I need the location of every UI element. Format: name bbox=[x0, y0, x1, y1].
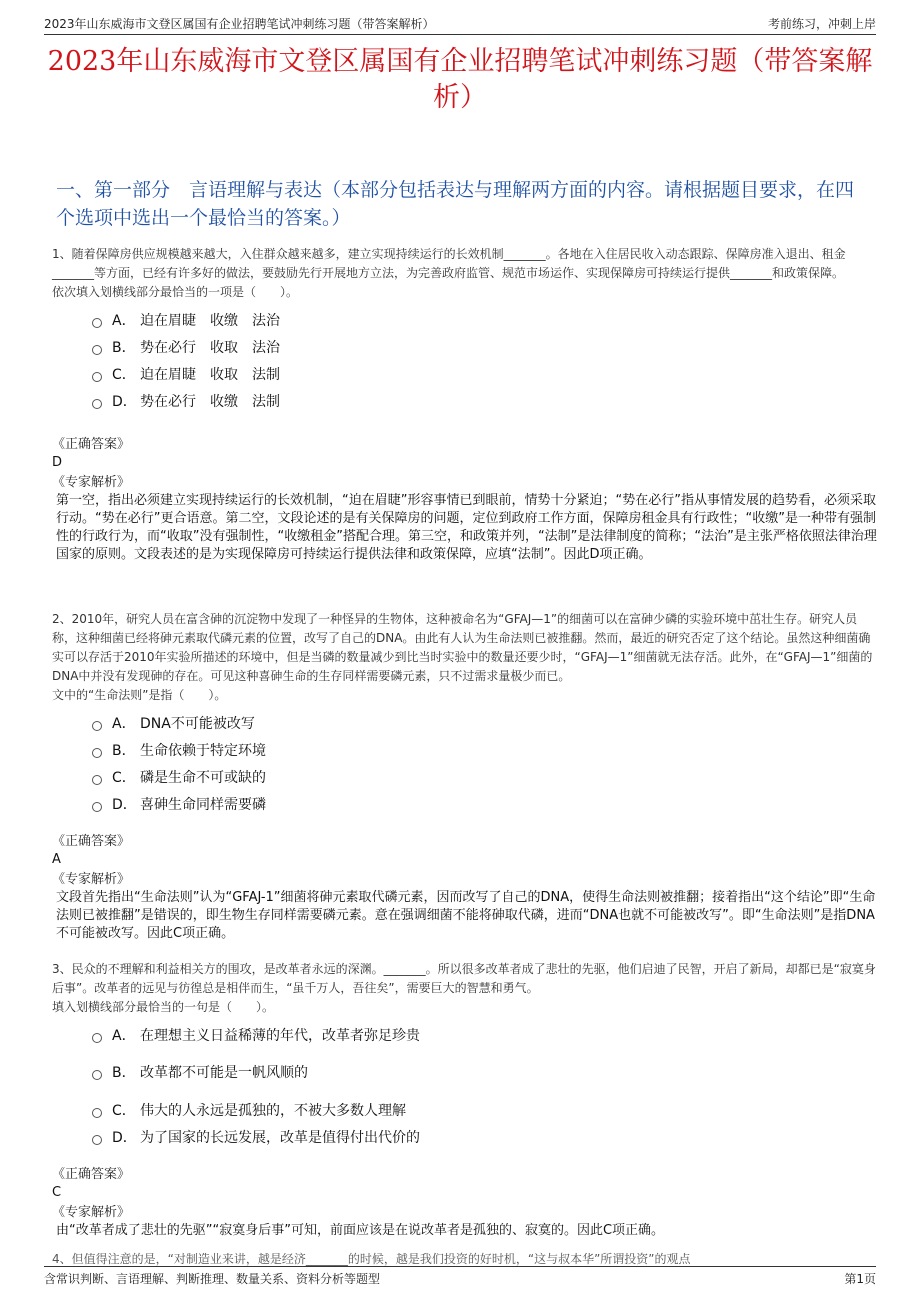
explanation-label: 《专家解析》 bbox=[52, 872, 131, 887]
question-text: 2、2010年，研究人员在富含砷的沉淀物中发现了一种怪异的生物体，这种被命名为“GFAJ—1”的细菌可以在富砷少磷的实验环境中茁壮生存。研究人员称，这种细菌已经将砷元素取代磷元素的位置，改写了自己的DNA。由此有人认为生命法则已被推翻。然而，最近的研究否定了这个结论。虽然这种细菌确实可以存活于2010年实验所描述的环境中，但是当磷的数量减少到比当时实验中的数量还要少时，“GFAJ—1”细菌就无法存活。此外，在“GFAJ—1”细菌的DNA中并没有发现砷的存在。可见这种喜砷生命的生存同样需要磷元素，只不过需求量极少而已。 bbox=[52, 612, 873, 683]
option-b[interactable]: B． 改革都不可能是一帆风顺的 bbox=[92, 1048, 880, 1096]
page-number: 第1页 bbox=[844, 1271, 876, 1286]
question-prompt: 依次填入划横线部分最恰当的一项是（ ）。 bbox=[52, 285, 299, 299]
option-b[interactable]: B． 生命依赖于特定环境 bbox=[92, 736, 880, 763]
radio-icon[interactable] bbox=[92, 318, 102, 328]
page-footer bbox=[44, 1266, 876, 1289]
question-1 bbox=[52, 245, 880, 564]
option-c[interactable]: C． 伟大的人永远是孤独的，不被大多数人理解 bbox=[92, 1096, 880, 1123]
radio-icon[interactable] bbox=[92, 372, 102, 382]
question-text: 3、民众的不理解和利益相关方的围攻，是改革者永远的深渊。_______。所以很多改革者成了悲壮的先驱，他们启迪了民智，开启了新局，却都已是“寂寞身后事”。改革者的远见与彷徨总是相伴而生，“虽千万人，吾往矣”，需要巨大的智慧和勇气。 bbox=[52, 962, 876, 995]
radio-icon[interactable] bbox=[92, 1135, 102, 1145]
answer-value: C bbox=[52, 1185, 62, 1200]
question-2 bbox=[52, 610, 880, 943]
option-d[interactable]: D． 势在必行 收缴 法制 bbox=[92, 387, 880, 414]
question-text: 1、随着保障房供应规模越来越大，入住群众越来越多，建立实现持续运行的长效机制_______。各地在入住居民收入动态跟踪、保障房准入退出、租金_______等方面，已经有许多好的做法，要鼓励先行开展地方立法，为完善政府监管、规范市场运作、实现保障房可持续运行提供_______和政策保障。 bbox=[52, 247, 846, 280]
radio-icon[interactable] bbox=[92, 775, 102, 785]
option-c[interactable]: C． 磷是生命不可或缺的 bbox=[92, 763, 880, 790]
option-d[interactable]: D． 为了国家的长远发展，改革是值得付出代价的 bbox=[92, 1123, 880, 1150]
radio-icon[interactable] bbox=[92, 721, 102, 731]
question-prompt: 填入划横线部分最恰当的一句是（ ）。 bbox=[52, 1000, 275, 1014]
option-a[interactable]: A． 迫在眉睫 收缴 法治 bbox=[92, 306, 880, 333]
answer-value: D bbox=[52, 455, 63, 470]
truncated-question-4: 4、但值得注意的是，“对制造业来讲，越是经济_______的时候，越是我们投资的好时机，“这与叔本华”所谓投资”的观点 bbox=[52, 1252, 691, 1266]
answer-value: A bbox=[52, 852, 61, 867]
option-d[interactable]: D． 喜砷生命同样需要磷 bbox=[92, 790, 880, 817]
radio-icon[interactable] bbox=[92, 748, 102, 758]
radio-icon[interactable] bbox=[92, 1033, 102, 1043]
answer-label: 《正确答案》 bbox=[52, 437, 131, 452]
explanation-label: 《专家解析》 bbox=[52, 475, 131, 490]
option-a[interactable]: A． DNA不可能被改写 bbox=[92, 709, 880, 736]
explanation-text: 文段首先指出“生命法则”认为“GFAJ-1”细菌将砷元素取代磷元素，因而改写了自己的DNA，使得生命法则被推翻；接着指出“这个结论”即“生命法则已被推翻”是错误的，即生物生存同样需要磷元素。意在强调细菌不能将砷取代磷，进而“DNA也就不可能被改写”。即“生命法则”是指DNA不可能被改写。因此C项正确。 bbox=[56, 890, 876, 941]
option-list bbox=[92, 709, 880, 817]
page-header bbox=[44, 12, 876, 35]
explanation-text: 由“改革者成了悲壮的先驱”“寂寞身后事”可知，前面应该是在说改革者是孤独的、寂寞的。因此C项正确。 bbox=[56, 1223, 665, 1238]
radio-icon[interactable] bbox=[92, 345, 102, 355]
radio-icon[interactable] bbox=[92, 399, 102, 409]
option-b[interactable]: B． 势在必行 收取 法治 bbox=[92, 333, 880, 360]
radio-icon[interactable] bbox=[92, 1108, 102, 1118]
header-slogan: 考前练习，冲刺上岸 bbox=[767, 16, 876, 31]
question-prompt: 文中的“生命法则”是指（ ）。 bbox=[52, 688, 227, 702]
option-list bbox=[92, 306, 880, 414]
explanation-text: 第一空，指出必须建立实现持续运行的长效机制，“迫在眉睫”形容事情已到眼前，情势十分紧迫；“势在必行”指从事情发展的趋势看，必须采取行动。“势在必行”更合语意。第二空，文段论述的是有关保障房的问题，定位到政府工作方面，保障房租金具有行政性；“收缴”是一种带有强制性的行政行为，而“收取”没有强制性，“收缴租金”搭配合理。第三空，和政策并列，“法制”是法律制度的简称；“法治”是主张严格依照法律治理国家的原则。文段表述的是为实现保障房可持续运行提供法律和政策保障，应填“法制”。因此D项正确。 bbox=[56, 493, 877, 562]
option-list bbox=[92, 1021, 880, 1150]
radio-icon[interactable] bbox=[92, 1070, 102, 1080]
section-heading: 一、第一部分 言语理解与表达（本部分包括表达与理解两方面的内容。请根据题目要求，在四个选项中选出一个最恰当的答案。） bbox=[56, 179, 855, 229]
explanation-label: 《专家解析》 bbox=[52, 1205, 131, 1220]
answer-label: 《正确答案》 bbox=[52, 1167, 131, 1182]
option-c[interactable]: C． 迫在眉睫 收取 法制 bbox=[92, 360, 880, 387]
question-3 bbox=[52, 960, 880, 1240]
radio-icon[interactable] bbox=[92, 802, 102, 812]
footer-topics: 含常识判断、言语理解、判断推理、数量关系、资料分析等题型 bbox=[44, 1271, 381, 1286]
header-doc-title: 2023年山东威海市文登区属国有企业招聘笔试冲刺练习题（带答案解析） bbox=[44, 16, 435, 31]
option-a[interactable]: A． 在理想主义日益稀薄的年代，改革者弥足珍贵 bbox=[92, 1021, 880, 1048]
document-title: 2023年山东威海市文登区属国有企业招聘笔试冲刺练习题（带答案解析） bbox=[47, 46, 873, 113]
answer-label: 《正确答案》 bbox=[52, 834, 131, 849]
